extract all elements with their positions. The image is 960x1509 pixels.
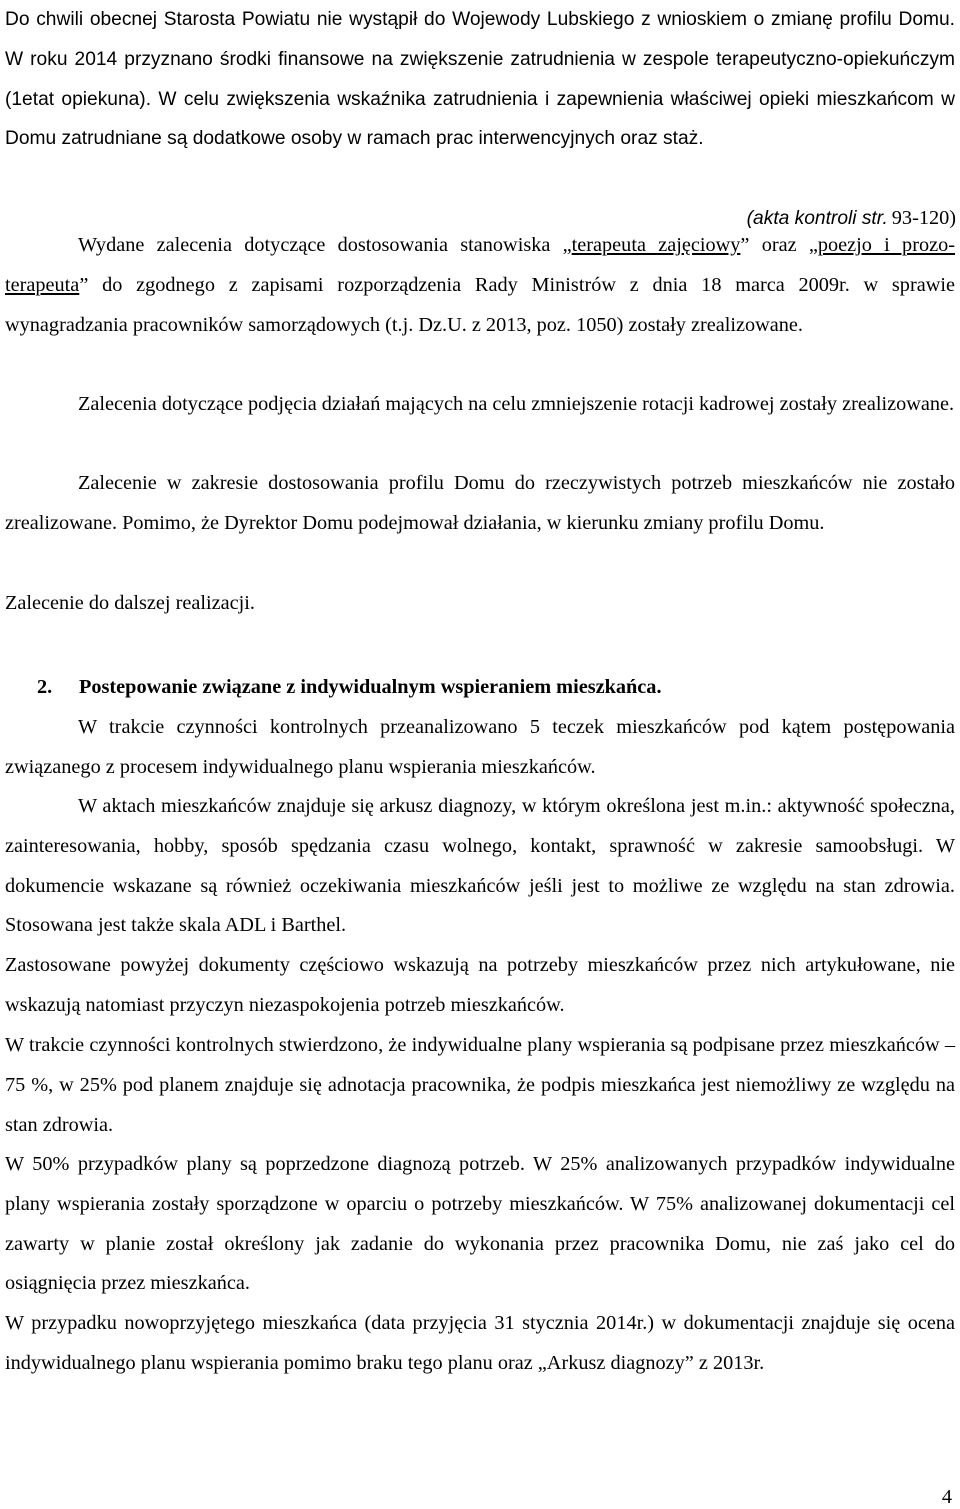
- quote-close: ”: [740, 234, 750, 256]
- paragraph-plans-diagnosis: W 50% przypadków plany są poprzedzone diagnozą potrzeb. W 25% analizowanych przypadków indywidualne plany wspierania zostały sporządzone w oparciu o potrzeby mieszkańców. W 75% analizowanej dokumentacji cel zawarty w planie został określony jak zadanie do wykonania przez pracownika Domu, nie zaś jako cel do osiągnięcia przez mieszkańca.: [5, 1153, 955, 1295]
- quote-open: „: [808, 234, 818, 256]
- paragraph-documents-needs: Zastosowane powyżej dokumenty częściowo wskazują na potrzeby mieszkańców przez nich artykułowane, nie wskazują natomiast przyczyn niezaspokojenia potrzeb mieszkańców.: [5, 954, 955, 1016]
- p2-text-c: do zgodnego z zapisami rozporządzenia Rady Ministrów z dnia 18 marca 2009r. w sprawie wynagradzania pracowników samorządowych (t.j. Dz.U. z 2013, poz. 1050) zostały zrealizowane.: [5, 273, 955, 336]
- paragraph-recommendations-positions: [5, 226, 955, 345]
- reference-pages: 93-120): [891, 207, 956, 229]
- section-title: Postepowanie związane z indywidualnym wspieraniem mieszkańca.: [79, 676, 662, 698]
- position-term-1: terapeuta zajęciowy: [571, 234, 741, 256]
- paragraph-diagnosis-sheet: W aktach mieszkańców znajduje się arkusz diagnozy, w którym określona jest m.in.: aktywność społeczna, zainteresowania, hobby, sposób spędzania czasu wolnego, kontakt, sprawność w zakresie samoobsługi. W dokumencie wskazane są również oczekiwania mieszkańców jeśli jest to możliwe ze względu na stan zdrowia. Stosowana jest także skala ADL i Barthel.: [5, 795, 955, 937]
- quote-open: „: [562, 234, 572, 256]
- paragraph-files-analyzed: W trakcie czynności kontrolnych przeanalizowano 5 teczek mieszkańców pod kątem postępowania związanego z procesem indywidualnego planu wspierania mieszkańców.: [5, 716, 955, 778]
- p2-text-a: Wydane zalecenia dotyczące dostosowania stanowiska: [78, 234, 563, 256]
- paragraph-profile-change: Do chwili obecnej Starosta Powiatu nie wystąpił do Wojewody Lubskiego z wnioskiem o zmianę profilu Domu. W roku 2014 przyznano środki finansowe na zwiększenie zatrudnienia w zespole terapeutyczno-opiekuńczym (1etat opiekuna). W celu zwiększenia wskaźnika zatrudnienia i zapewnienia właściwej opieki mieszkańcom w Domu zatrudniane są dodatkowe osoby w ramach prac interwencyjnych oraz staż.: [5, 9, 955, 150]
- position-term-2: poezjo i prozo-terapeuta: [5, 234, 955, 296]
- section-heading: [37, 668, 662, 708]
- paragraph-staff-rotation: Zalecenia dotyczące podjęcia działań mających na celu zmniejszenie rotacji kadrowej zostały zrealizowane.: [78, 393, 955, 415]
- quote-close: ”: [79, 273, 89, 296]
- paragraph-plans-signed: W trakcie czynności kontrolnych stwierdzono, że indywidualne plany wspierania są podpisane przez mieszkańców – 75 %, w 25% pod planem znajduje się adnotacja pracownika, że podpis mieszkańca jest niemożliwy ze względu na stan zdrowia.: [5, 1034, 955, 1136]
- page-number: 4: [941, 1486, 952, 1508]
- section-number: 2.: [37, 676, 53, 698]
- paragraph-profile-recommendation: Zalecenie w zakresie dostosowania profilu Domu do rzeczywistych potrzeb mieszkańców nie zostało zrealizowane. Pomimo, że Dyrektor Domu podejmował działania, w kierunku zmiany profilu Domu.: [5, 472, 955, 534]
- paragraph-new-resident: W przypadku nowoprzyjętego mieszkańca (data przyjęcia 31 stycznia 2014r.) w dokumentacji znajduje się ocena indywidualnego planu wspierania pomimo braku tego planu oraz „Arkusz diagnozy” z 2013r.: [5, 1312, 955, 1374]
- reference-label: (akta kontroli str.: [746, 208, 888, 229]
- paragraph-further-realization: Zalecenie do dalszej realizacji.: [5, 592, 255, 614]
- p2-text-b: oraz: [749, 234, 809, 256]
